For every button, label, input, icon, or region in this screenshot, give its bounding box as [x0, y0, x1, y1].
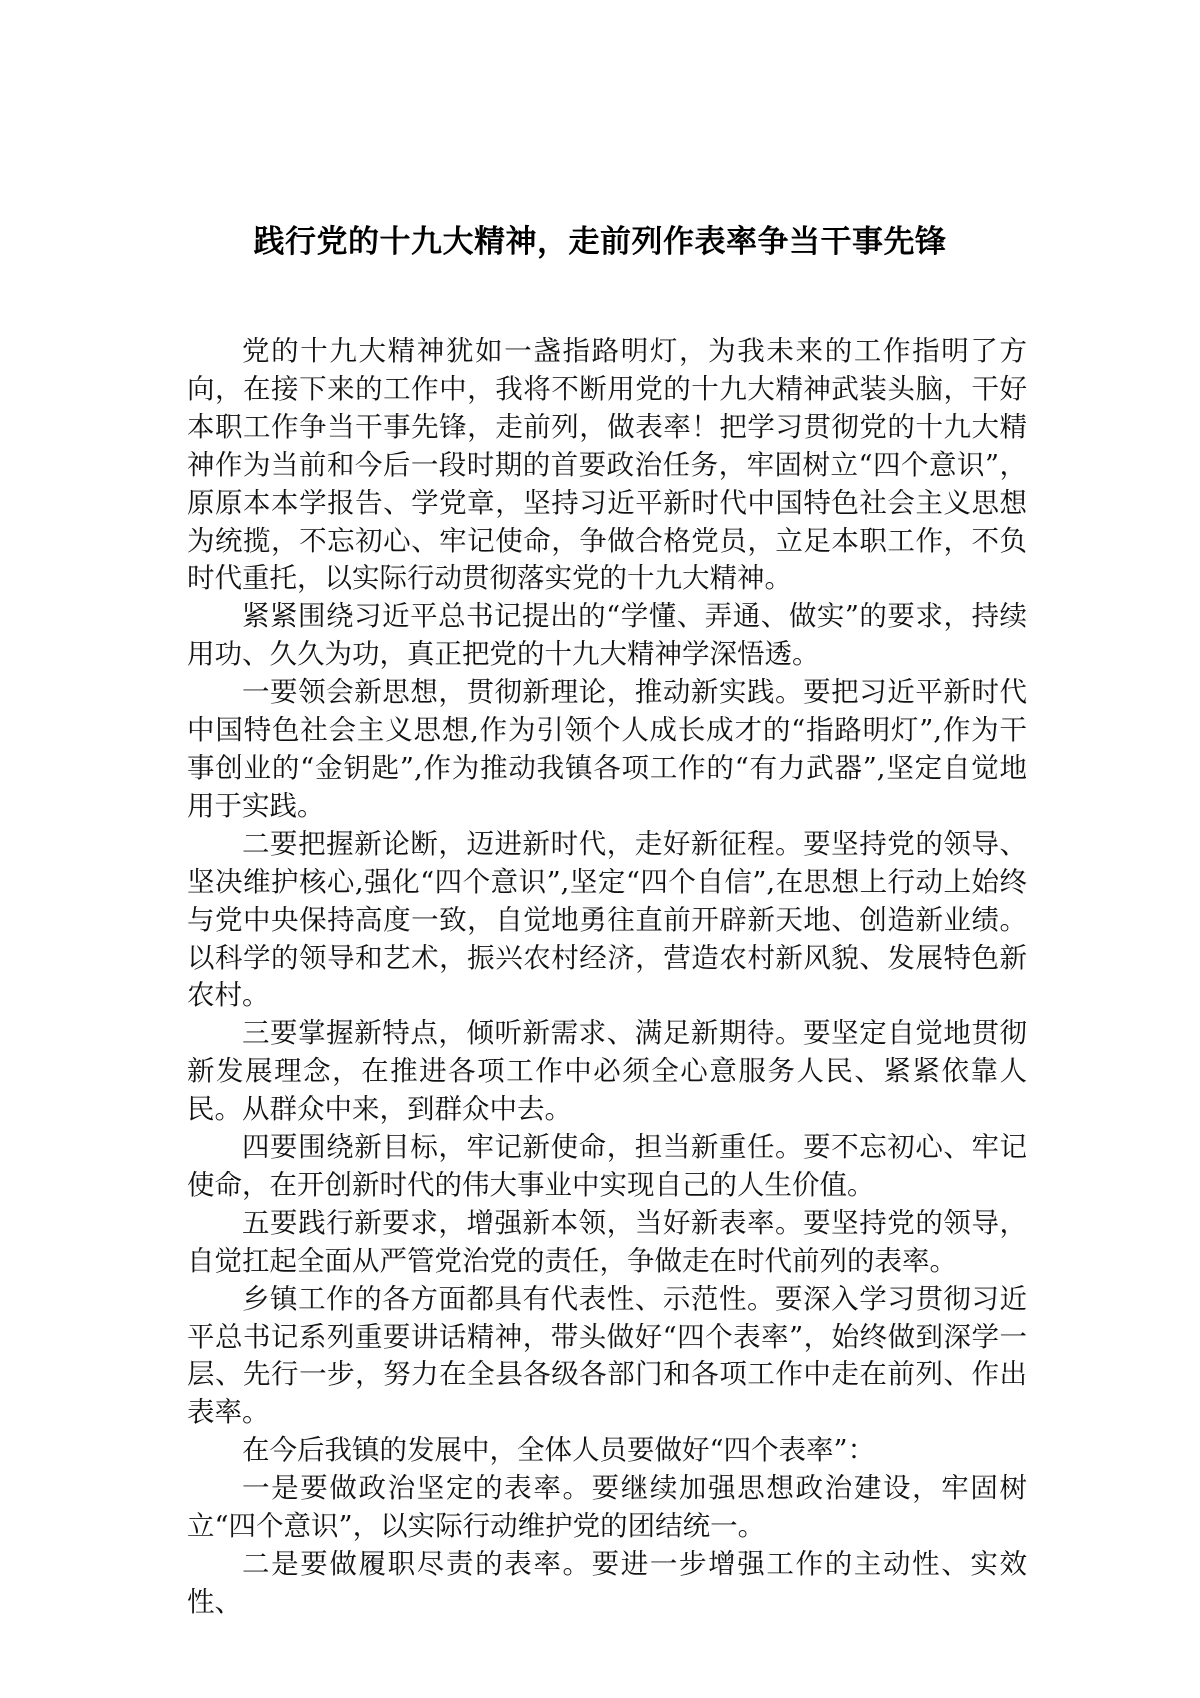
paragraph-1: 党的十九大精神犹如一盏指路明灯，为我未来的工作指明了方向，在接下来的工作中，我将不断用党的十九大精神武装头脑，干好本职工作争当干事先锋，走前列，做表率！把学习贯彻党的十九大精神作为当前和今后一段时期的首要政治任务，牢固树立“四个意识”，原原本本学报告、学党章，坚持习近平新时代中国特色社会主义思想为统揽，不忘初心、牢记使命，争做合格党员，立足本职工作，不负时代重托，以实际行动贯彻落实党的十九大精神。: [187, 335, 1027, 595]
document-title: 践行党的十九大精神，走前列作表率争当干事先锋: [253, 224, 947, 260]
paragraph-10: 一是要做政治坚定的表率。要继续加强思想政治建设，牢固树立“四个意识”，以实际行动维护党的团结统一。: [187, 1472, 1027, 1543]
paragraph-7: 五要践行新要求，增强新本领，当好新表率。要坚持党的领导，自觉扛起全面从严管党治党的责任，争做走在时代前列的表率。: [187, 1206, 1027, 1277]
paragraph-5: 三要掌握新特点，倾听新需求、满足新期待。要坚定自觉地贯彻新发展理念，在推进各项工作中必须全心意服务人民、紧紧依靠人民。从群众中来，到群众中去。: [187, 1017, 1027, 1126]
paragraph-8: 乡镇工作的各方面都具有代表性、示范性。要深入学习贯彻习近平总书记系列重要讲话精神，带头做好“四个表率”，始终做到深学一层、先行一步，努力在全县各级各部门和各项工作中走在前列、作出表率。: [187, 1282, 1027, 1429]
paragraph-9: 在今后我镇的发展中，全体人员要做好“四个表率”：: [242, 1434, 876, 1467]
paragraph-4: 二要把握新论断，迈进新时代，走好新征程。要坚持党的领导、坚决维护核心,强化“四个意识”,坚定“四个自信”,在思想上行动上始终与党中央保持高度一致，自觉地勇往直前开辟新天地、创造新业绩。以科学的领导和艺术，振兴农村经济，营造农村新风貌、发展特色新农村。: [187, 827, 1027, 1012]
paragraph-2: 紧紧围绕习近平总书记提出的“学懂、弄通、做实”的要求，持续用功、久久为功，真正把党的十九大精神学深悟透。: [187, 600, 1027, 671]
paragraph-11: 二是要做履职尽责的表率。要进一步增强工作的主动性、实效性、: [187, 1548, 1027, 1618]
document-body: [187, 333, 1027, 1622]
paragraph-6: 四要围绕新目标，牢记新使命，担当新重任。要不忘初心、牢记使命，在开创新时代的伟大事业中实现自己的人生价值。: [187, 1131, 1027, 1201]
paragraph-3: 一要领会新思想，贯彻新理论，推动新实践。要把习近平新时代中国特色社会主义思想,作为引领个人成长成才的“指路明灯”,作为干事创业的“金钥匙”,作为推动我镇各项工作的“有力武器”,坚定自觉地用于实践。: [187, 676, 1027, 822]
